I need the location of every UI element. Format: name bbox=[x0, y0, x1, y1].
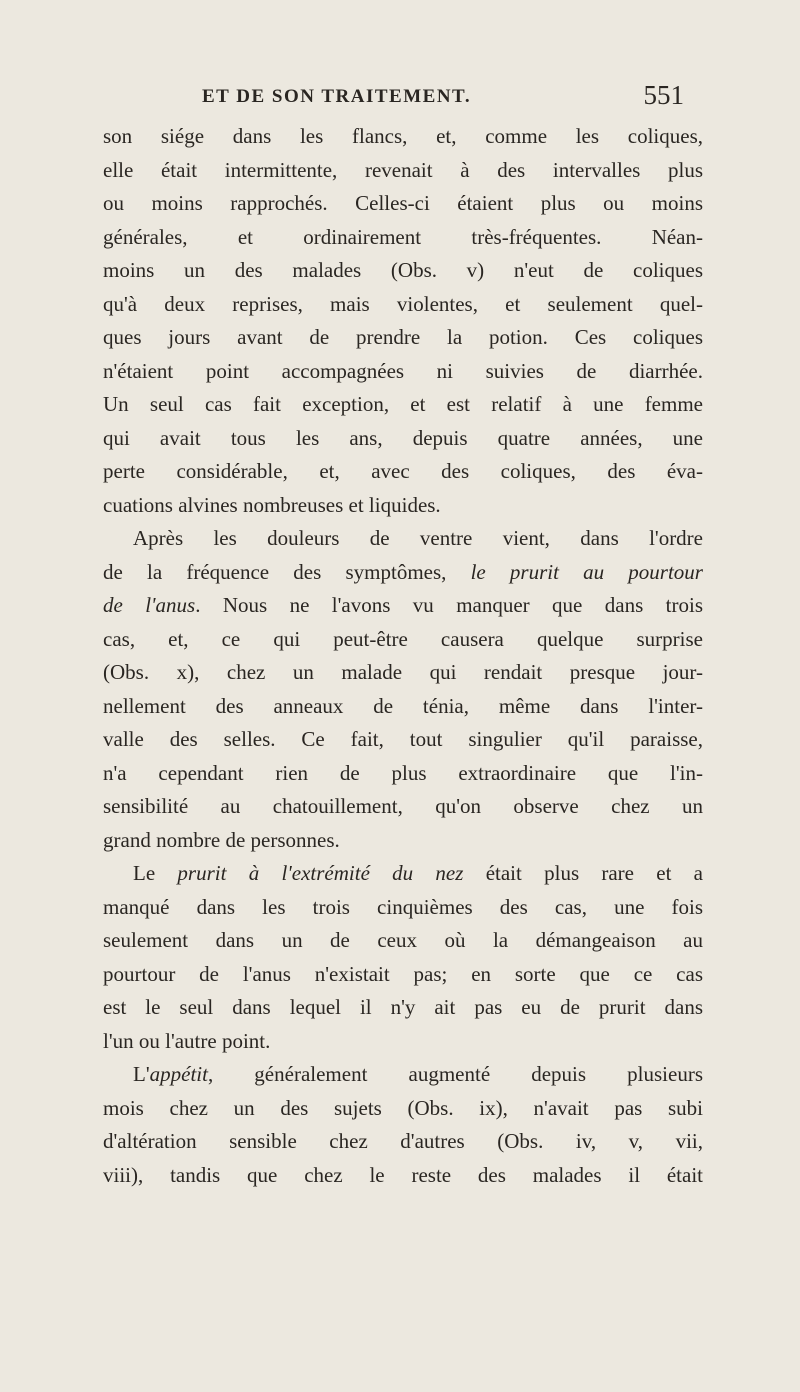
text-line: son siége dans les flancs, et, comme les coliques, bbox=[103, 124, 703, 148]
text-line: n'étaient point accompagnées ni suivies de diarrhée. bbox=[103, 358, 703, 383]
text-line: valle des selles. Ce fait, tout singulier qu'il paraisse, bbox=[103, 727, 703, 751]
text-line: elle était intermittente, revenait à des intervalles plus bbox=[103, 157, 703, 182]
text-line: grand nombre de personnes. bbox=[103, 827, 340, 852]
text-line: Le prurit à l'extrémité du nez était plus rare et a bbox=[133, 861, 703, 885]
text-line: perte considérable, et, avec des coliques, des éva- bbox=[103, 459, 703, 483]
text-line: qu'à deux reprises, mais violentes, et seulement quel- bbox=[103, 291, 703, 316]
text-line: mois chez un des sujets (Obs. ix), n'avait pas subi bbox=[103, 1095, 703, 1120]
text-line: pourtour de l'anus n'existait pas; en sorte que ce cas bbox=[103, 961, 703, 986]
text-line: (Obs. x), chez un malade qui rendait presque jour- bbox=[103, 660, 703, 684]
text-line: cas, et, ce qui peut-être causera quelque surprise bbox=[103, 626, 703, 651]
text-line: ou moins rapprochés. Celles-ci étaient plus ou moins bbox=[103, 191, 703, 215]
text-line: l'un ou l'autre point. bbox=[103, 1028, 271, 1053]
text-line: L'appétit, généralement augmenté depuis plusieurs bbox=[133, 1062, 703, 1086]
page-number: 551 bbox=[643, 80, 684, 110]
text-line: sensibilité au chatouillement, qu'on observe chez un bbox=[103, 794, 703, 818]
text-line: d'altération sensible chez d'autres (Obs. iv, v, vii, bbox=[103, 1129, 703, 1153]
body-text bbox=[103, 120, 703, 1192]
text-line: viii), tandis que chez le reste des malades il était bbox=[103, 1162, 703, 1187]
running-title: ET DE SON TRAITEMENT. bbox=[202, 86, 472, 107]
italic-phrase: de l'anus bbox=[103, 593, 196, 617]
text-line: générales, et ordinairement très-fréquentes. Néan- bbox=[103, 224, 703, 249]
text-line: cuations alvines nombreuses et liquides. bbox=[103, 492, 441, 517]
text-line: de l'anus. Nous ne l'avons vu manquer que dans trois bbox=[103, 593, 703, 617]
text-line: moins un des malades (Obs. v) n'eut de coliques bbox=[103, 258, 703, 282]
text-line: qui avait tous les ans, depuis quatre années, une bbox=[103, 425, 703, 450]
text-line: est le seul dans lequel il n'y ait pas eu de prurit dans bbox=[103, 995, 703, 1019]
text-line: seulement dans un de ceux où la démangeaison au bbox=[103, 928, 703, 952]
italic-phrase: appétit bbox=[149, 1062, 208, 1086]
italic-phrase: prurit à l'extrémité du nez bbox=[177, 861, 464, 885]
text-line: nellement des anneaux de ténia, même dans l'inter- bbox=[103, 693, 703, 718]
text-line: de la fréquence des symptômes, le prurit au pourtour bbox=[103, 559, 703, 584]
text-line: Après les douleurs de ventre vient, dans l'ordre bbox=[133, 526, 703, 550]
text-line: Un seul cas fait exception, et est relatif à une femme bbox=[103, 392, 703, 416]
text-line: n'a cependant rien de plus extraordinaire que l'in- bbox=[103, 760, 703, 785]
italic-phrase: le prurit au pourtour bbox=[470, 559, 703, 584]
text-line: ques jours avant de prendre la potion. Ces coliques bbox=[103, 325, 703, 349]
text-line: manqué dans les trois cinquièmes des cas, une fois bbox=[103, 894, 703, 919]
running-head bbox=[118, 82, 684, 112]
